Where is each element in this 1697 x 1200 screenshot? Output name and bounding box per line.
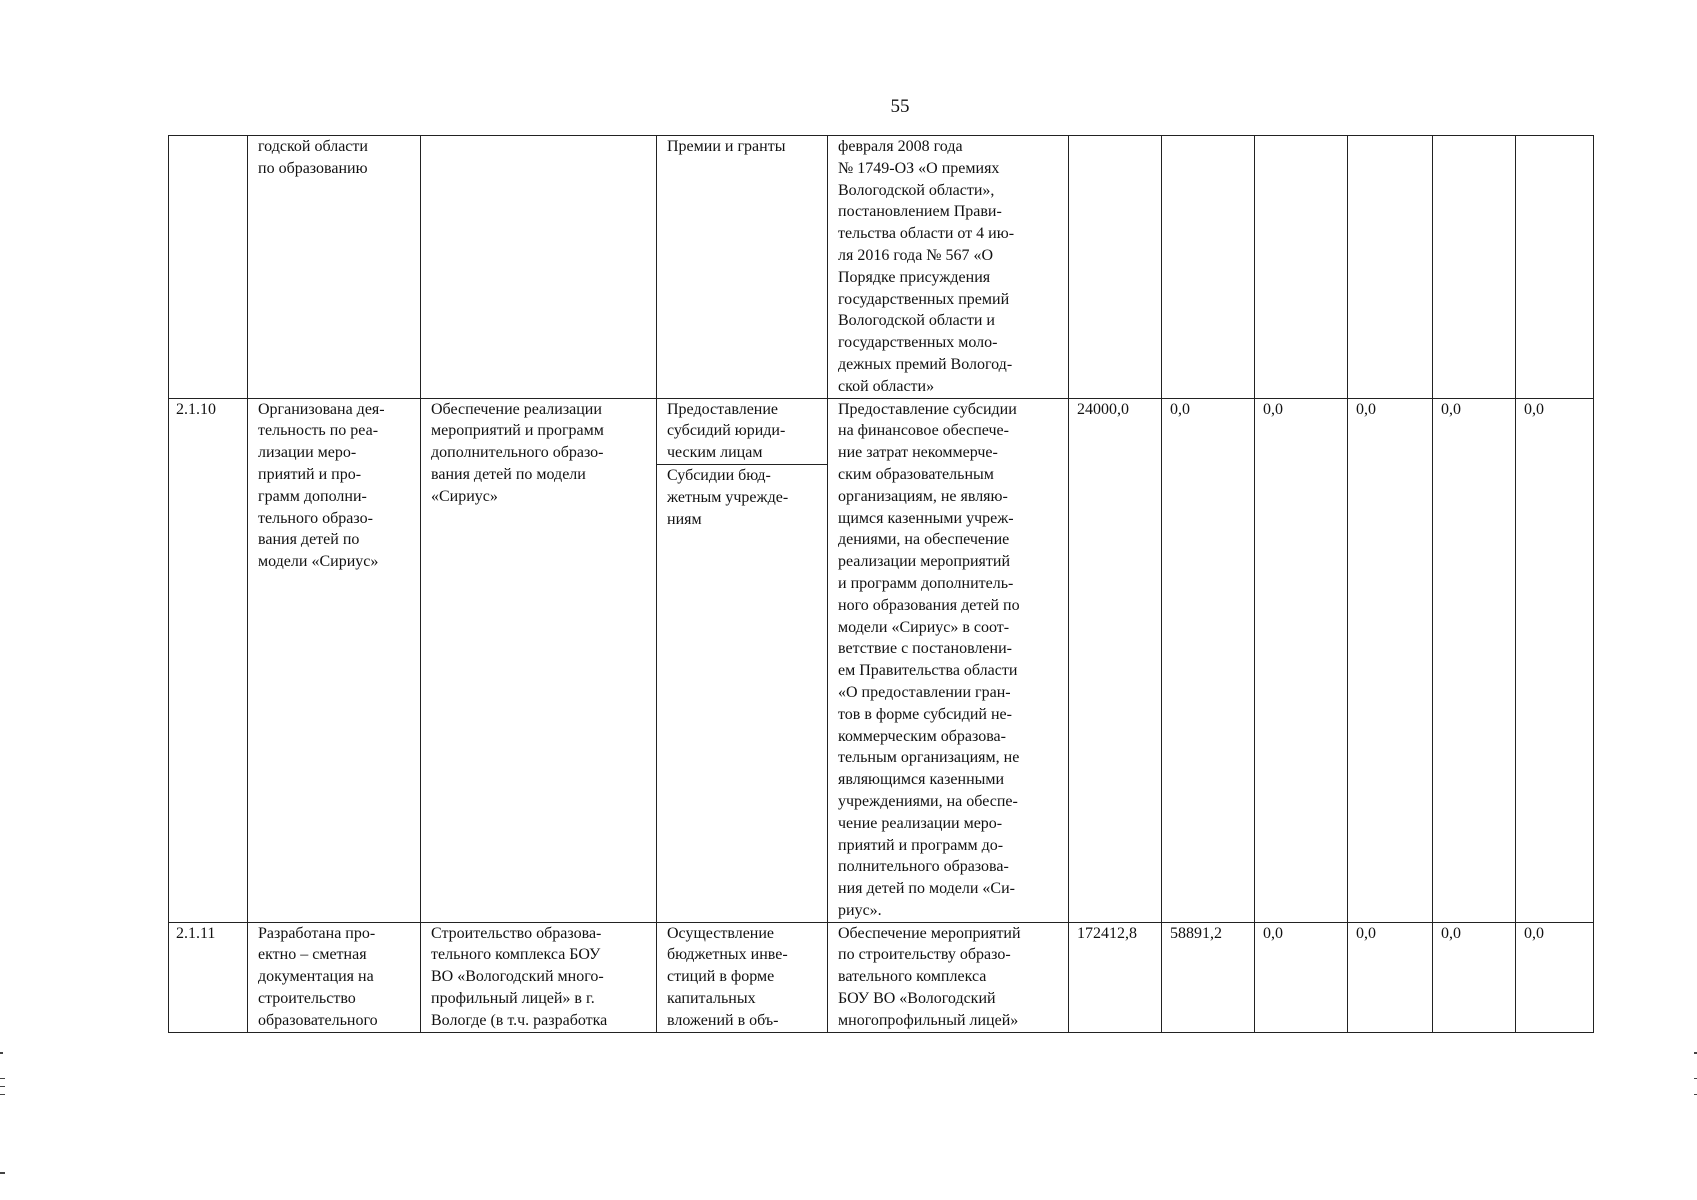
- cell-value: 0,0: [1516, 398, 1594, 922]
- text-line: Вологодской области»,: [838, 181, 995, 199]
- text-line: учреждениями, на обеспе-: [838, 792, 1018, 810]
- cell-number: 2.1.10: [169, 398, 248, 922]
- text-line: ческим лицам: [667, 444, 763, 462]
- table-body: [169, 136, 1594, 1033]
- text-line: Предоставление: [667, 400, 779, 418]
- scan-artifact-left: [0, 1078, 5, 1079]
- text-line: по строительству образо-: [838, 946, 1011, 964]
- scan-artifact-left: [0, 1094, 5, 1095]
- program-table: [168, 135, 1594, 1033]
- text-line: государственных премий: [838, 290, 1010, 308]
- text-line: ниям: [667, 510, 702, 528]
- text-line: Обеспечение мероприятий: [838, 924, 1021, 942]
- text-line: щимся казенными учреж-: [838, 509, 1014, 527]
- text-line: реализации мероприятий: [838, 553, 1011, 571]
- text-line: Строительство образова-: [431, 924, 602, 942]
- text-line: строительство: [258, 990, 356, 1008]
- cell-type: [657, 922, 828, 1032]
- text-line: тельным организациям, не: [838, 749, 1020, 767]
- scan-artifact-left: [0, 1052, 3, 1054]
- page-number: 55: [890, 96, 910, 117]
- text-line: приятий и программ до-: [838, 836, 1004, 854]
- cell-value: 0,0: [1516, 922, 1594, 1032]
- text-line: годской области: [258, 138, 368, 155]
- text-line: ской области»: [838, 377, 935, 395]
- text-line: дополнительного образо-: [431, 444, 604, 462]
- table-row: [169, 922, 1594, 1032]
- text-line: многопрофильный лицей»: [838, 1011, 1019, 1029]
- text-line: образовательного: [258, 1011, 378, 1029]
- cell-measure: [421, 922, 657, 1032]
- cell-result: [248, 136, 421, 399]
- text-line: Обеспечение реализации: [431, 400, 602, 418]
- text-line: государственных моло-: [838, 334, 998, 352]
- text-line: бюджетных инве-: [667, 946, 788, 964]
- text-line: БОУ ВО «Вологодский: [838, 990, 996, 1008]
- text-line: лизации меро-: [258, 444, 357, 462]
- cell-description: [828, 922, 1069, 1032]
- text-line: приятий и про-: [258, 465, 362, 483]
- text-line: Вологде (в т.ч. разработка: [431, 1011, 608, 1029]
- text-line: жетным учрежде-: [667, 488, 789, 506]
- text-line: тельного образо-: [258, 509, 373, 527]
- text-line: Разработана про-: [258, 924, 376, 942]
- cell-type-top: [657, 399, 827, 465]
- cell-result: [248, 398, 421, 922]
- cell-value: 0,0: [1162, 398, 1255, 922]
- cell-description: [828, 136, 1069, 399]
- cell-value: 172412,8: [1069, 922, 1162, 1032]
- text-line: ния детей по модели «Си-: [838, 880, 1015, 898]
- text-line: «Сириус»: [431, 487, 498, 505]
- cell-number: [169, 136, 248, 399]
- cell-value: 0,0: [1255, 922, 1348, 1032]
- text-line: являющимся казенными: [838, 771, 1005, 789]
- cell-measure: [421, 398, 657, 922]
- text-line: Вологодской области и: [838, 312, 995, 330]
- text-line: февраля 2008 года: [838, 138, 963, 155]
- cell-value: 0,0: [1255, 398, 1348, 922]
- cell-value: [1069, 136, 1162, 399]
- text-line: Осуществление: [667, 924, 775, 942]
- cell-value: [1433, 136, 1516, 399]
- text-line: ля 2016 года № 567 «О: [838, 246, 994, 264]
- text-line: по образованию: [258, 159, 368, 177]
- cell-value: 24000,0: [1069, 398, 1162, 922]
- text-line: организациям, не являю-: [838, 487, 1008, 505]
- text-line: риус».: [838, 901, 882, 919]
- text-line: дениями, на обеспечение: [838, 531, 1010, 549]
- table-row: [169, 136, 1594, 399]
- text-line: капитальных: [667, 990, 756, 1008]
- cell-value: 0,0: [1433, 922, 1516, 1032]
- text-line: вательного комплекса: [838, 968, 987, 986]
- text-line: тов в форме субсидий не-: [838, 705, 1012, 723]
- cell-value: [1162, 136, 1255, 399]
- cell-value: 0,0: [1433, 398, 1516, 922]
- cell-type-bottom: [657, 465, 827, 530]
- text-line: модели «Сириус»: [258, 553, 379, 571]
- scan-artifact-left: [0, 1172, 5, 1174]
- cell-value: 58891,2: [1162, 922, 1255, 1032]
- text-line: Порядке присуждения: [838, 268, 991, 286]
- text-line: № 1749-ОЗ «О премиях: [838, 159, 1000, 177]
- cell-value: 0,0: [1348, 922, 1433, 1032]
- text-line: тельного комплекса БОУ: [431, 946, 601, 964]
- text-line: полнительного образова-: [838, 858, 1009, 876]
- text-line: ектно – сметная: [258, 946, 367, 964]
- text-line: субсидий юриди-: [667, 422, 786, 440]
- text-line: ние затрат некоммерче-: [838, 444, 998, 462]
- table-row: [169, 398, 1594, 922]
- text-line: коммерческим образова-: [838, 727, 1006, 745]
- text-line: и программ дополнитель-: [838, 574, 1014, 592]
- text-line: ветствие с постановлени-: [838, 640, 1012, 658]
- cell-result: [248, 922, 421, 1032]
- scan-artifact-left: [0, 1086, 5, 1087]
- text-line: постановлением Прави-: [838, 203, 1002, 221]
- cell-value: 0,0: [1348, 398, 1433, 922]
- text-line: грамм дополни-: [258, 487, 367, 505]
- text-line: модели «Сириус» в соот-: [838, 618, 1010, 636]
- text-line: стиций в форме: [667, 968, 775, 986]
- cell-value: [1348, 136, 1433, 399]
- text-line: ским образовательным: [838, 465, 994, 483]
- text-line: чение реализации меро-: [838, 814, 1003, 832]
- text-line: вания детей по модели: [431, 465, 586, 483]
- cell-type: [657, 398, 828, 922]
- cell-measure: [421, 136, 657, 399]
- cell-description: [828, 398, 1069, 922]
- text-line: профильный лицей» в г.: [431, 990, 595, 1008]
- text-line: на финансовое обеспече-: [838, 422, 1009, 440]
- text-line: Премии и гранты: [667, 138, 786, 155]
- text-line: документация на: [258, 968, 374, 986]
- text-line: тельства области от 4 ию-: [838, 225, 1015, 243]
- text-line: дежных премий Вологод-: [838, 355, 1013, 373]
- text-line: вания детей по: [258, 531, 360, 549]
- text-line: «О предоставлении гран-: [838, 683, 1011, 701]
- text-line: тельность по реа-: [258, 422, 379, 440]
- text-line: вложений в объ-: [667, 1011, 779, 1029]
- cell-value: [1255, 136, 1348, 399]
- cell-type: [657, 136, 828, 399]
- text-line: ем Правительства области: [838, 662, 1018, 680]
- text-line: Организована дея-: [258, 400, 385, 418]
- cell-value: [1516, 136, 1594, 399]
- cell-number: 2.1.11: [169, 922, 248, 1032]
- text-line: мероприятий и программ: [431, 422, 604, 440]
- text-line: Субсидии бюд-: [667, 466, 771, 484]
- text-line: ного образования детей по: [838, 596, 1020, 614]
- text-line: ВО «Вологодский много-: [431, 968, 604, 986]
- text-line: Предоставление субсидии: [838, 400, 1017, 418]
